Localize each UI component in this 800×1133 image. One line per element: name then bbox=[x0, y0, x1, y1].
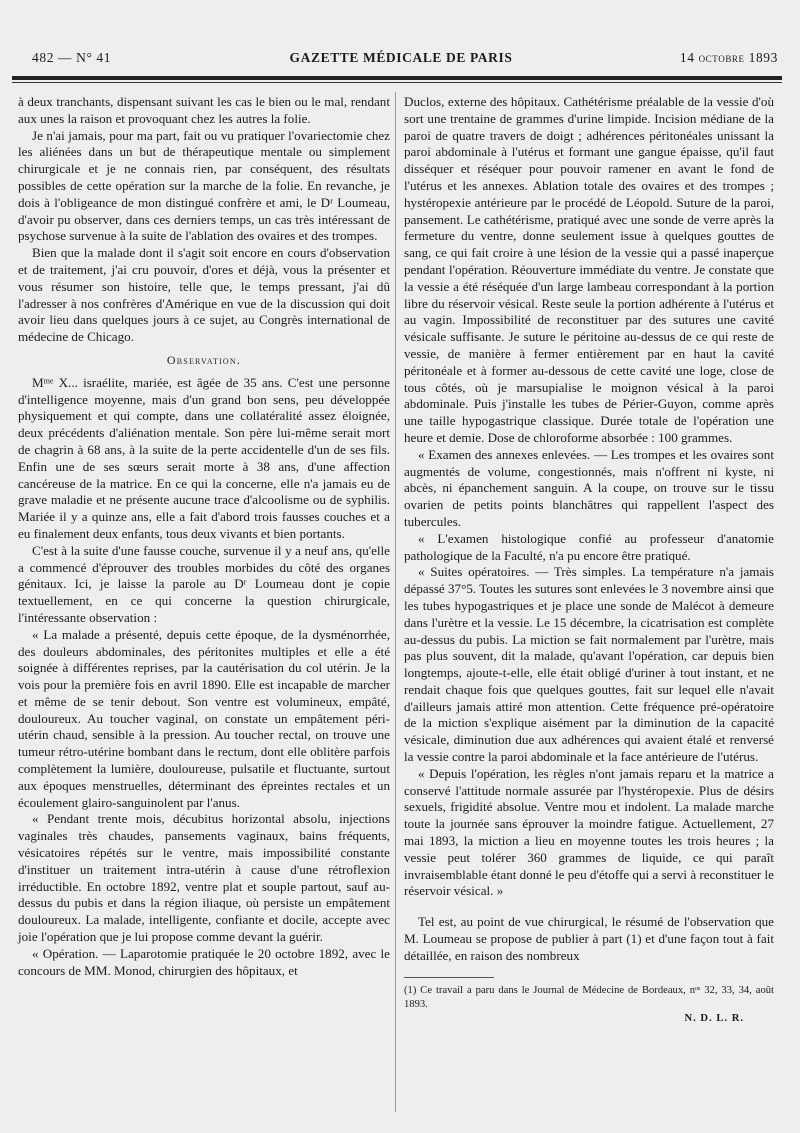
paragraph: Je n'ai jamais, pour ma part, fait ou vu pratiquer l'ovariectomie chez les aliénées dans un but de thérapeutique mentale ou simplement chirurgicale et je ne connais rien, par conséquent, des résultats possibles de cette opération sur la marche de la folie. En revanche, je dois à l'obligeance de mon distingué confrère et ami, le Dʳ Loumeau, d'avoir pu observer, dans ces derniers temps, un cas très intéressant de psychose survenue à la suite de l'ablation des ovaires et des trompes. bbox=[18, 127, 390, 244]
header-rule-thick bbox=[12, 76, 782, 80]
right-column bbox=[404, 94, 774, 1026]
paragraph: « Examen des annexes enlevées. — Les trompes et les ovaires sont augmentés de volume, congestionnés, mais n'offrent ni kyste, ni abcès, ni épanchement sanguin. A la coupe, on trouve sur le tissu ovarien de petits points blanchâtres qui rappellent l'aspect des tubercules. bbox=[404, 446, 774, 529]
footnote-text: (1) Ce travail a paru dans le Journal de Médecine de Bordeaux, nᵒˢ 32, 33, 34, août 1893. bbox=[404, 984, 774, 1010]
paragraph: « Suites opératoires. — Très simples. La température n'a jamais dépassé 37°5. Toutes les sutures sont enlevées le 3 novembre ainsi que les tubes hypogastriques et je place une sonde de Malécot à demeure dans l'urètre et la vessie. Le 15 décembre, la cicatrisation est complète au-dessus du pubis. La miction se fait normalement par l'urètre, mais pas plus souvent, dit la malade, qu'avant l'opération, car depuis bien longtemps, ajoute-t-elle, elle était obligé d'uriner à tout instant, et ne rendait chaque fois que quelques gouttes, fait sur lequel elle n'avait d'ailleurs jamais attiré mon attention. Cette fréquence pré-opératoire de la miction s'explique aisément par la diminution de la capacité vésicale, diminution due aux adhérences qui avaient étalé et renversé la vessie contre la paroi abdominale et la face antérieure de l'utérus. bbox=[404, 564, 774, 765]
section-heading: Observation. bbox=[166, 352, 242, 367]
page-header bbox=[22, 50, 780, 70]
footnote bbox=[404, 984, 774, 1026]
paragraph: « L'examen histologique confié au professeur d'anatomie pathologique de la Faculté, n'a pu encore être pratiqué. bbox=[404, 530, 774, 563]
paragraph: à deux tranchants, dispensant suivant les cas le bien ou le mal, rendant aux unes la raison et provoquant chez les autres la folie. bbox=[18, 94, 390, 126]
footnote-rule bbox=[404, 977, 494, 978]
column-divider bbox=[395, 92, 396, 1112]
closing-paragraph: Tel est, au point de vue chirurgical, le résumé de l'observation que M. Loumeau se propose de publier à part (1) et d'une façon tout à fait détaillée, en raison des nombreux bbox=[404, 914, 774, 963]
footnote-signature: N. D. L. R. bbox=[684, 1012, 744, 1024]
paragraph: « Depuis l'opération, les règles n'ont jamais reparu et la matrice a conservé l'attitude normale assurée par l'hystéropexie. Plus de désirs sexuels, frigidité absolue. Ventre mou et indolent. La malade marche toute la journée sans éprouver la moindre fatigue. Actuellement, 27 mai 1893, la miction a lieu en moyenne toutes les trois heures ; la vessie peut tolérer 360 grammes de liquide, ce qui paraît invraisemblable étant donné le peu d'étoffe qui a servi à reconstituer le réservoir vésical. » bbox=[404, 765, 774, 899]
left-column bbox=[18, 94, 390, 979]
paragraph: « Opération. — Laparotomie pratiquée le 20 octobre 1892, avec le concours de MM. Monod, chirurgien des hôpitaux, et bbox=[18, 945, 390, 978]
paragraph: Bien que la malade dont il s'agit soit encore en cours d'observation et de traitement, j'ai cru pouvoir, d'ores et déjà, vous la présenter et vous résumer son histoire, telle que, le temps pressant, j'ai dû l'adresser à nos confrères d'Amérique en vue de la discussion qui doit avoir lieu dans quelques jours à ce sujet, au Congrès international de médecine de Chicago. bbox=[18, 245, 390, 345]
paragraph: « La malade a présenté, depuis cette époque, de la dysménorrhée, des douleurs abdominales, des péritonites multiples et elle a été soignée à différentes reprises, par la cautérisation du col utérin. Je la vois pour la première fois en avril 1890. Elle est incapable de marcher et même de se tenir debout. Son ventre est volumineux, empâté, douloureux. Au toucher vaginal, on constate un empâtement péri-utérin chaud, sensible à la pression. Au toucher rectal, on trouve une tumeur rétro-utérine bombant dans le rectum, dont elle oblitère parfois complètement la lumière, douloureuse, pulsatile et fluctuante, surtout aux époques menstruelles, déterminant des épreintes rectales et un écoulement glairo-sanguinolent par l'anus. bbox=[18, 626, 390, 810]
journal-title: GAZETTE MÉDICALE DE PARIS bbox=[289, 50, 513, 65]
paragraph: « Pendant trente mois, décubitus horizontal absolu, injections vaginales très chaudes, pansements vaginaux, bains fréquents, vésicatoires répétés sur le ventre, mais impossibilité constante d'instituer un traitement intra-utérin à cause d'une rétroflexion irréductible. En octobre 1892, ventre plat et souple partout, sauf au-dessus du pubis et dans la région iliaque, où persiste un empâtement douloureux. La malade, intelligente, confiante et docile, accepte avec joie l'opération que je lui propose comme devant la guérir. bbox=[18, 811, 390, 945]
page-number: 482 — N° 41 bbox=[32, 50, 112, 65]
paragraph: Duclos, externe des hôpitaux. Cathétérisme préalable de la vessie d'où sort une trentaine de grammes d'urine limpide. Incision médiane de la paroi de quatre travers de doigt ; adhérences péritonéales unissant la paroi abdominale à l'utérus et formant une gangue épaisse, qu'il faut disséquer et réséquer pour pouvoir ramener en avant le fond de l'utérus et les annexes. Ablation totale des ovaires et des trompes ; hystéropexie antérieure par le procédé de Léopold. Suture de la paroi, pansement. Le cathétérisme, pratiqué avec une sonde de verre après la fermeture du ventre, donne seulement issue à quelques gouttes de sang, ce qui fait croire à une lésion de la vessie qui a passé inaperçue pendant l'opération. Réouverture immédiate du ventre. Je constate que la vessie a été réséquée d'un large lambeau correspondant à la portion libre du réservoir vésical. Reste seule la portion adhérente à l'utérus et au vagin. Impossibilité de reconstituer par des sutures une cavité vésicale suffisante. Je suture le péritoine au-dessus de ce qui reste de vessie, de manière à fermer entièrement par en haut la cavité péritonéale et à former au-dessous de cette cavité une loge, close de tous côtés, où je marsupialise le moignon vésical à la paroi abdominale. Puis j'installe les tubes de Périer-Guyon, comme après une taille hypogastrique classique. Durée totale de l'opération une heure et demie. Dose de chloroforme absorbée : 100 grammes. bbox=[404, 94, 774, 445]
issue-date: 14 octobre 1893 bbox=[679, 50, 778, 65]
paragraph: Mᵐᵉ X... israélite, mariée, est âgée de 35 ans. C'est une personne d'intelligence moyenne, mais d'un grand bon sens, peu développée physiquement et qui compte, dans une collatéralité assez éloignée, deux précédents d'aliénation mentale. Son père lui-même serait mort de chagrin à 68 ans, à la suite de la perte accidentelle d'un de ses fils. Enfin une de ses sœurs serait morte à 38 ans, d'une affection cancéreuse de la matrice. En ce qui la concerne, elle n'a jamais eu de grave maladie et ne présente aucune trace d'alcoolisme ou de syphilis. Mariée il y a quinze ans, elle a fait d'abord trois fausses couches et a eu finalement deux enfants, tous deux vivants et bien portants. bbox=[18, 374, 390, 541]
header-rule-thin bbox=[12, 82, 782, 83]
paragraph: C'est à la suite d'une fausse couche, survenue il y a neuf ans, qu'elle a commencé d'éprouver des troubles morbides du côté des organes génitaux. Ici, je laisse la parole au Dʳ Loumeau dont je copie textuellement, en ce qui concerne la question chirurgicale, l'intéressante observation : bbox=[18, 542, 390, 625]
